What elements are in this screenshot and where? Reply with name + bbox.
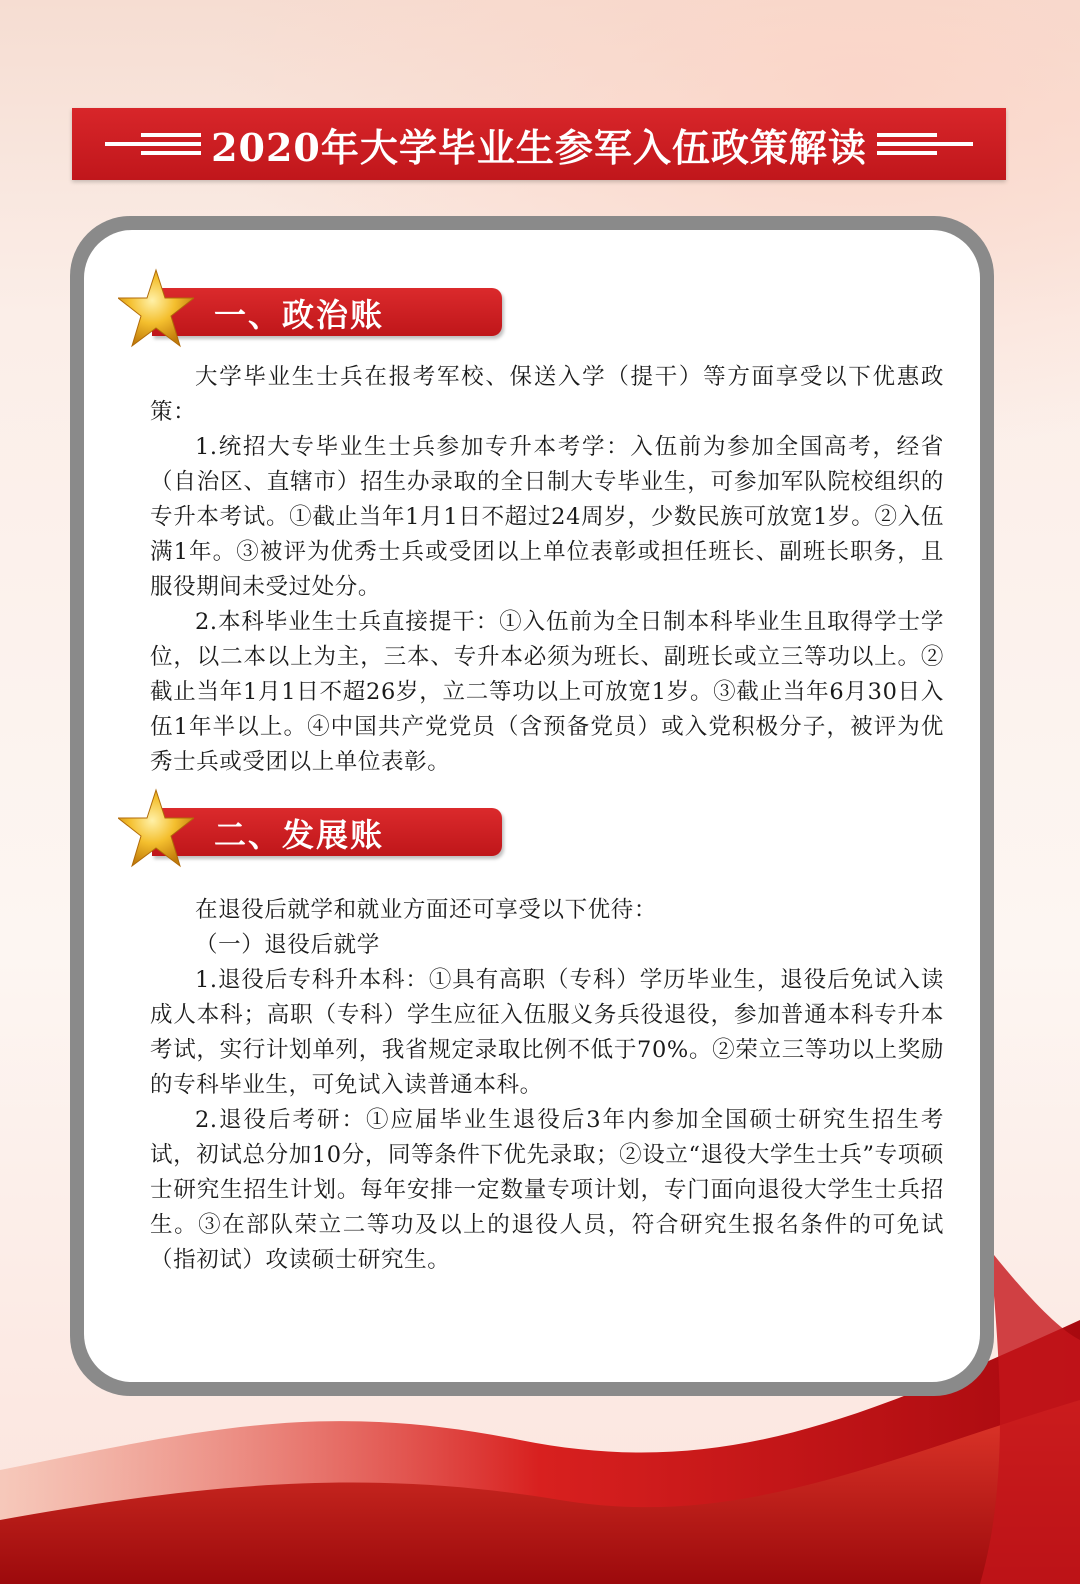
paragraph: 2.退役后考研：①应届毕业生退役后3年内参加全国硕士研究生招生考试，初试总分加10分，同等条件下优先录取；②设立“退役大学生士兵”专项硕士研究生招生计划。每年安排一定数量专项计划，专门面向退役大学生士兵招生。③在部队荣立二等功及以上的退役人员，符合研究生报名条件的可免试（指初试）攻读硕士研究生。 bbox=[150, 1107, 944, 1273]
page-title: 2020年大学毕业生参军入伍政策解读 bbox=[211, 124, 867, 170]
paragraph: 2.本科毕业生士兵直接提干：①入伍前为全日制本科毕业生且取得学士学位，以二本以上为主，三本、专升本必须为班长、副班长或立三等功以上。②截止当年1月1日不超26岁，立二等功以上可放宽1岁。③截止当年6月30日入伍1年半以上。④中国共产党党员（含预备党员）或入党积极分子，被评为优秀士兵或受团以上单位表彰。 bbox=[150, 609, 944, 775]
banner-left-stripes bbox=[105, 133, 201, 155]
paragraph: 在退役后就学和就业方面还可享受以下优待： bbox=[195, 897, 658, 923]
section-title: 一、政治账 bbox=[214, 296, 385, 334]
gold-star-icon bbox=[118, 788, 194, 868]
gold-star-icon bbox=[118, 268, 194, 348]
paragraph: （一）退役后就学 bbox=[195, 932, 380, 958]
section-title: 二、发展账 bbox=[214, 816, 385, 854]
section-header-development bbox=[118, 788, 518, 868]
section-header-political bbox=[118, 268, 518, 348]
paragraph: 大学毕业生士兵在报考军校、保送入学（提干）等方面享受以下优惠政策： bbox=[150, 364, 944, 425]
paragraph: 1.统招大专毕业生士兵参加专升本考学：入伍前为参加全国高考，经省（自治区、直辖市）招生办录取的全日制大专毕业生，可参加军队院校组织的专升本考试。①截止当年1月1日不超过24周岁，少数民族可放宽1岁。②入伍满1年。③被评为优秀士兵或受团以上单位表彰或担任班长、副班长职务，且服役期间未受过处分。 bbox=[150, 434, 944, 600]
section-body-political bbox=[150, 360, 944, 780]
paragraph: 1.退役后专科升本科：①具有高职（专科）学历毕业生，退役后免试入读成人本科；高职（专科）学生应征入伍服义务兵役退役，参加普通本科专升本考试，实行计划单列，我省规定录取比例不低于70%。②荣立三等功以上奖励的专科毕业生，可免试入读普通本科。 bbox=[150, 967, 944, 1098]
title-banner bbox=[72, 108, 1006, 180]
banner-right-stripes bbox=[877, 133, 973, 155]
section-body-development bbox=[150, 893, 944, 1278]
